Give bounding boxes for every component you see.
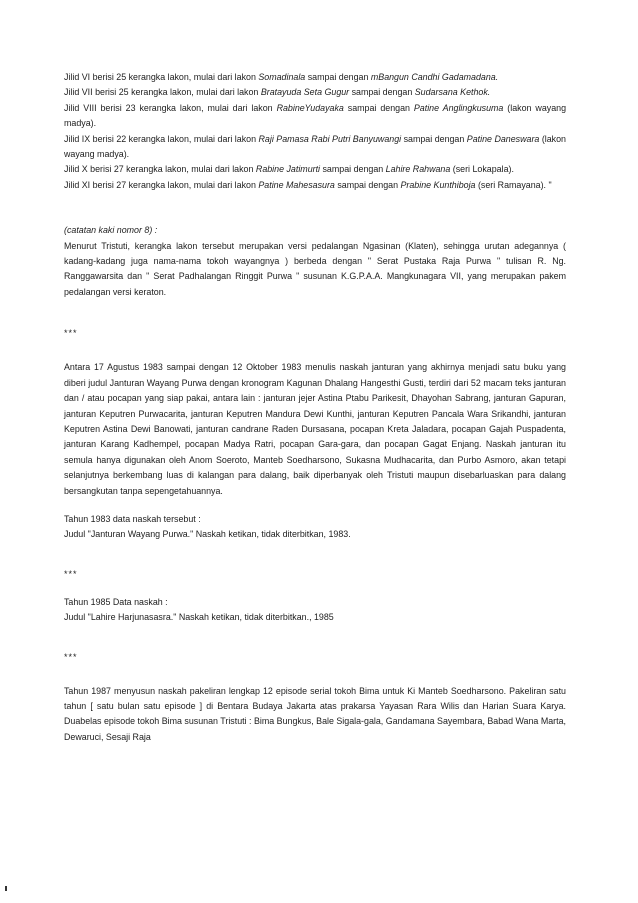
jilid-text: Jilid XI berisi 27 kerangka lakon, mulai dari lakon xyxy=(64,179,259,190)
jilid-start-lakon: Rabine Jatimurti xyxy=(255,164,321,175)
jilid-end-lakon: mBangun Candhi Gadamadana. xyxy=(370,72,499,82)
jilid-entry xyxy=(64,178,566,193)
footnote-heading: (catatan kaki nomor 8) : xyxy=(64,225,158,236)
jilid-end-lakon: Patine Anglingkusuma xyxy=(413,102,504,113)
scan-edge-mark xyxy=(5,886,7,891)
jilid-start-lakon: Raji Pamasa Rabi Putri Banyuwangi xyxy=(258,133,402,144)
jilid-text: Jilid VIII berisi 23 kerangka lakon, mulai dari lakon xyxy=(64,102,277,113)
jilid-end-lakon: Patine Daneswara xyxy=(466,133,540,144)
jilid-end-lakon: Lahire Rahwana xyxy=(385,164,451,175)
paragraph-1987: Tahun 1987 menyusun naskah pakeliran lengkap 12 episode serial tokoh Bima untuk Ki Manteb Soedharsono. Pakeliran satu tahun [ satu bulan satu episode ] di Bentara Budaya Jakarta atas prakarsa Yayasan Rara Wilis dan Harian Suara Karya. Duabelas episode tokoh Bima susunan Tristuti : Bima Bungkus, Bale Sigala-gala, Gandamana Sayembara, Babad Wana Marta, Dewaruci, Sesaji Raja xyxy=(64,685,566,742)
jilid-entry xyxy=(64,70,566,85)
jilid-start-lakon: Somadinala xyxy=(258,72,306,82)
data-line-1985: Judul "Lahire Harjunasasra." Naskah ketikan, tidak diterbitkan., 1985 xyxy=(64,612,334,623)
jilid-text: Jilid VI berisi 25 kerangka lakon, mulai dari lakon xyxy=(64,72,259,82)
paragraph-1983: Antara 17 Agustus 1983 sampai dengan 12 Oktober 1983 menulis naskah janturan yang akhirnya menjadi satu buku yang diberi judul Janturan Wayang Purwa dengan kronogram Kagunan Dhalang Hangesthi Gusti, terdiri dari 52 macam teks janturan dan / atau pocapan yang siap pakai, antara lain : janturan jejer Astina Ptabu Parikesit, Dhayohan Sabrang, janturan Gapuran, janturan Keputren Purwacarita, janturan Keputren Mandura Dewi Kunthi, janturan Keputren Pancala Wara Srikandhi, janturan Keputren Astina Dewi Banowati, janturan candrane Raden Dursasana, pocapan Kreta Jaladara, pocapan Gajah Puspadenta, janturan Karang Kadhempel, pocapan Madya Ratri, pocapan Gara-gara, dan pocapan Gagat Enjang. Naskah janturan itu semula hanya digunakan oleh Anom Soeroto, Manteb Soedharsono, Sukasna Mudhacarita, dan Purbo Asmoro, akan tetapi selanjutnya berkembang luas di kalangan para dalang, baik diperbanyak oleh Tristuti maupun disebarluaskan para dalang bersangkutan tanpa sepengetahuannya. xyxy=(64,362,566,496)
footnote-body: Menurut Tristuti, kerangka lakon tersebut merupakan versi pedalangan Ngasinan (Klaten), sehingga urutan adegannya ( kadang-kadang juga nama-nama tokoh wayangnya ) berbeda dengan " Serat Pustaka Raja Purwa " tulisan R. Ng. Ranggawarsita dan " Serat Padhalangan Ringgit Purwa " susunan K.G.P.A.A. Mangkunagara VII, yang merupakan pakem pedalangan versi keraton. xyxy=(64,240,566,297)
jilid-entry xyxy=(64,101,566,132)
jilid-entry xyxy=(64,132,566,163)
jilid-text: sampai dengan xyxy=(334,179,401,190)
jilid-start-lakon: Patine Mahesasura xyxy=(258,179,335,190)
jilid-text: Jilid IX berisi 22 kerangka lakon, mulai dari lakon xyxy=(64,133,259,144)
section-separator: *** xyxy=(64,328,78,339)
data-heading-1983: Tahun 1983 data naskah tersebut : xyxy=(64,513,201,524)
jilid-note: (seri Ramayana). " xyxy=(475,179,552,190)
jilid-start-lakon: Bratayuda Seta Gugur xyxy=(260,87,350,98)
jilid-text: Jilid X berisi 27 kerangka lakon, mulai dari lakon xyxy=(64,164,256,175)
jilid-note: (seri Lokapala). xyxy=(450,164,514,175)
jilid-note: (lakon wayang madya). xyxy=(64,133,566,160)
jilid-start-lakon: RabineYudayaka xyxy=(276,102,344,113)
jilid-end-lakon: Prabine Kunthiboja xyxy=(400,179,476,190)
jilid-text: sampai dengan xyxy=(349,87,415,98)
data-heading-1985: Tahun 1985 Data naskah : xyxy=(64,596,168,607)
jilid-end-lakon: Sudarsana Kethok. xyxy=(414,87,491,98)
data-line-1983: Judul "Janturan Wayang Purwa." Naskah ketikan, tidak diterbitkan, 1983. xyxy=(64,529,351,540)
section-separator: *** xyxy=(64,568,78,579)
jilid-entry xyxy=(64,162,566,177)
jilid-text: Jilid VII berisi 25 kerangka lakon, mulai dari lakon xyxy=(64,87,261,98)
jilid-note: (lakon wayang madya). xyxy=(64,102,567,129)
jilid-text: sampai dengan xyxy=(343,102,414,113)
jilid-text: sampai dengan xyxy=(320,164,386,175)
jilid-text: sampai dengan xyxy=(305,72,371,82)
jilid-list xyxy=(64,70,566,193)
jilid-entry xyxy=(64,85,566,100)
jilid-text: sampai dengan xyxy=(401,133,467,144)
page-content xyxy=(64,70,566,745)
section-separator: *** xyxy=(64,651,78,662)
